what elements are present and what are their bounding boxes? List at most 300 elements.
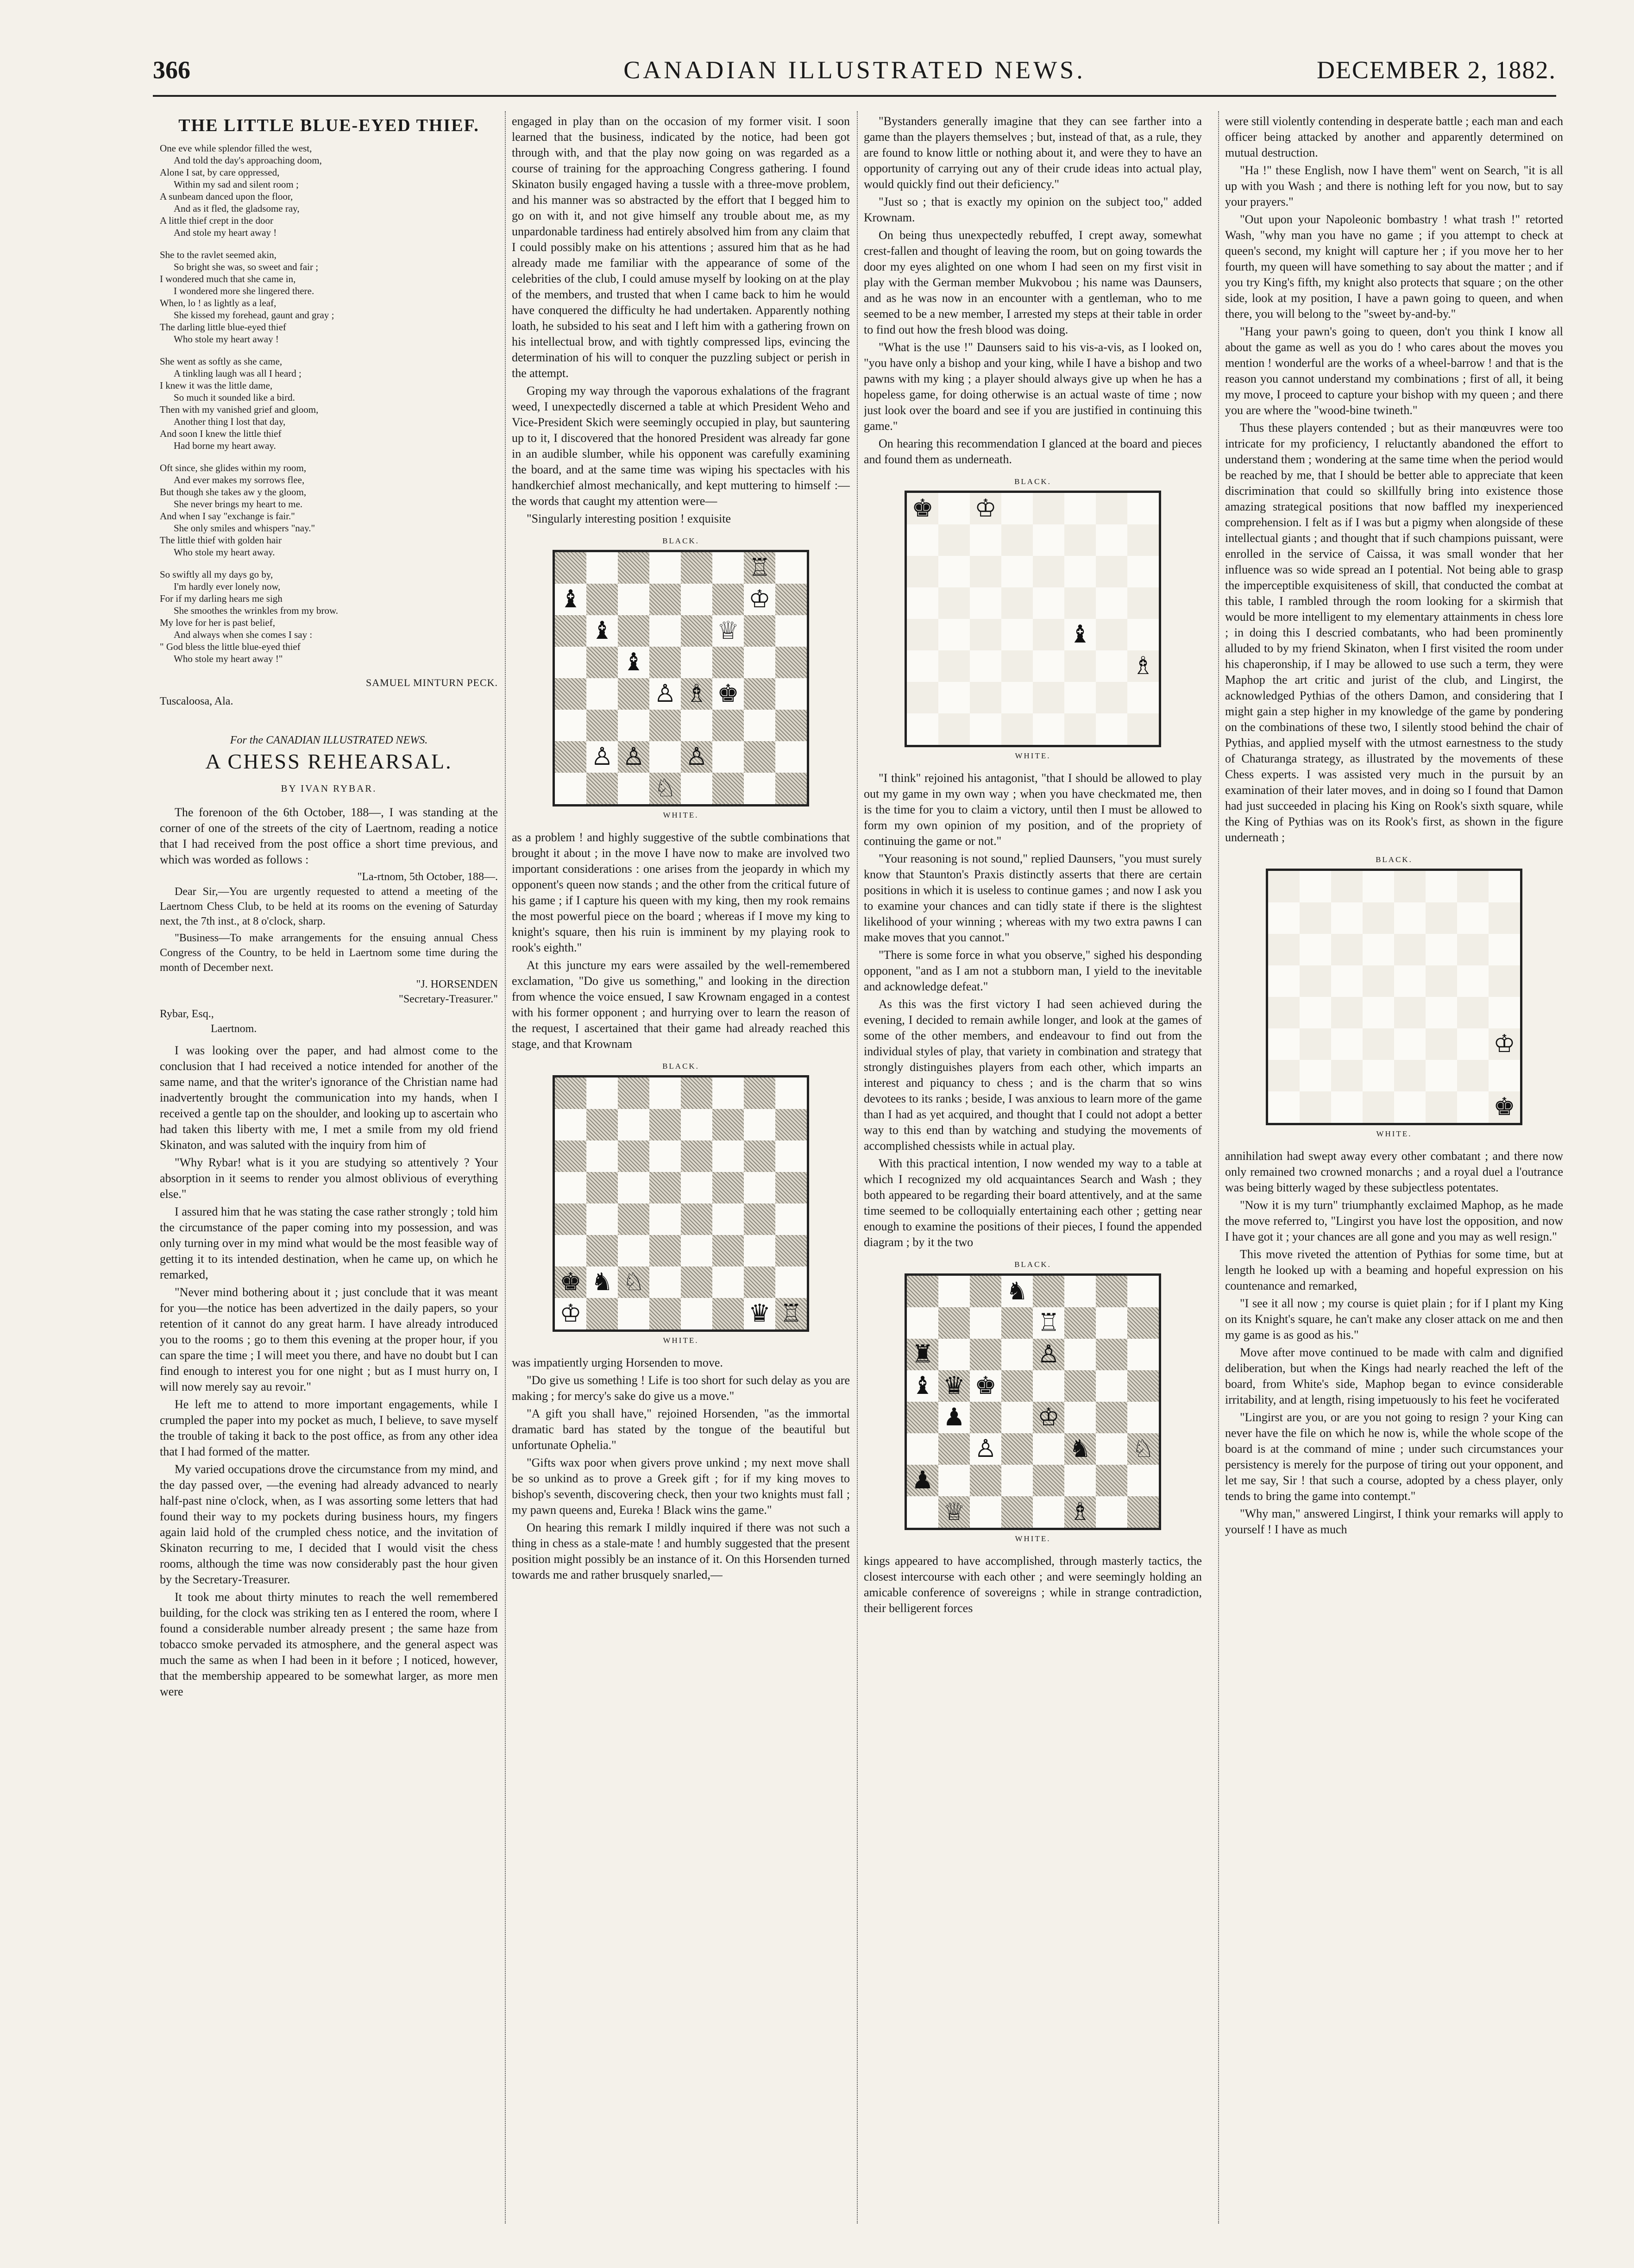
article-paragraph: as a problem ! and highly suggestive of the subtle combinations that brought it about ; in the move I have now to make are involved two important considerations : one arises from the jeopardy in which my opponent's queen now stands ; and the other from the critical future of his game ; if I capture his queen with my king, then my rook remains the most powerful piece on the board ; whereas if I move my king to knight's square, then his ruin is imminent by my playing rook to rook's eighth.": [512, 831, 850, 954]
board-square: [1001, 1402, 1033, 1433]
column-divider: [1218, 111, 1219, 2224]
board-square: [744, 584, 775, 615]
board-square: [1300, 1091, 1331, 1123]
board-square: [681, 647, 712, 678]
board-square: [649, 741, 681, 773]
board-square: [907, 713, 938, 745]
board-square: [775, 1203, 807, 1235]
board-square: [907, 556, 938, 587]
board-square: [1331, 965, 1363, 997]
chess-piece: ♜: [911, 1340, 934, 1368]
board-square: [1096, 1307, 1127, 1339]
chess-piece: ♞: [1069, 1435, 1091, 1463]
board-square: [1394, 1091, 1426, 1123]
poem-line: Within my sad and silent room ;: [174, 179, 299, 190]
board-square: [744, 1077, 775, 1109]
chess-diagram: [512, 1058, 850, 1348]
board-square: [938, 556, 970, 587]
board-square: [744, 552, 775, 584]
board-square: [744, 1298, 775, 1329]
article-paragraph: annihilation had swept away every other combatant ; and there now only remained two crowned monarchs ; and a royal duel a l'outrance was being bitterly waged by these subjectless potentates.: [1225, 1149, 1563, 1194]
board-square: [712, 1298, 744, 1329]
board-square: [618, 1109, 649, 1140]
chess-piece: ♛: [943, 1372, 965, 1400]
board-square: [970, 1433, 1001, 1465]
board-square: [1489, 871, 1520, 902]
board-square: [1064, 1496, 1096, 1528]
board-square: [618, 1266, 649, 1298]
board-square: [907, 1433, 938, 1465]
article-paragraph: Groping my way through the vaporous exhalations of the fragrant weed, I unexpectedly discerned a table at which President Weho and Vice-President Skich were seemingly occupied in play, but sauntering up to it, I discovered that the honored President was already far gone in an audible slumber, while his opponent was carefully examining the board, and at the same time was wiping his spectacles with his handkerchief almost mechanically, and kept muttering to himself :—the words that caught my attention were—: [512, 384, 850, 508]
board-square: [712, 584, 744, 615]
board-square: [1096, 556, 1127, 587]
board-square: [1001, 1307, 1033, 1339]
board-square: [1394, 1060, 1426, 1091]
board-square: [1033, 1465, 1064, 1496]
board-square: [907, 619, 938, 650]
board-square: [1127, 556, 1159, 587]
article-paragraph: "Do give us something ! Life is too short for such delay as you are making ; for mercy's sake do give us a move.": [512, 1373, 850, 1403]
board-square: [649, 773, 681, 804]
board-square: [618, 773, 649, 804]
board-square: [938, 1465, 970, 1496]
chess-piece: ♙: [622, 743, 645, 771]
board-square: [907, 1307, 938, 1339]
article-paragraph: "Lingirst are you, or are you not going to resign ? your King can never have the file on which he now is, while the whole scope of the board is at the command of mine ; under such circumstances your persistency is merely for the purpose of tiring out your opponent, and let me say, Sir ! that such a course, adopted by a chess player, only tends to bring the game into contempt.": [1225, 1411, 1563, 1503]
board-square: [1127, 1307, 1159, 1339]
board-label-white: WHITE.: [663, 811, 699, 819]
poem-stanza: [160, 568, 498, 665]
board-square: [618, 1140, 649, 1172]
board-square: [1426, 965, 1457, 997]
board-square: [1268, 965, 1300, 997]
board-square: [1033, 1276, 1064, 1307]
chess-piece: ♟: [911, 1466, 934, 1494]
board-square: [618, 1077, 649, 1109]
board-square: [775, 1140, 807, 1172]
board-square: [1363, 934, 1394, 965]
board-square: [907, 1276, 938, 1307]
board-square: [744, 741, 775, 773]
board-square: [1096, 650, 1127, 682]
board-square: [681, 1140, 712, 1172]
chess-board: [905, 491, 1161, 747]
board-square: [775, 1298, 807, 1329]
chess-board: [905, 1273, 1161, 1530]
board-square: [555, 1109, 586, 1140]
text-block: [512, 113, 850, 527]
board-square: [970, 1276, 1001, 1307]
board-square: [907, 1402, 938, 1433]
notice-signature: "J. HORSENDEN: [416, 978, 498, 990]
board-square: [1300, 965, 1331, 997]
board-label-black: BLACK.: [662, 1062, 699, 1071]
board-square: [1001, 1433, 1033, 1465]
chess-piece: ♔: [1037, 1403, 1060, 1431]
board-square: [1064, 619, 1096, 650]
notice-address: Laertnom.: [211, 1023, 257, 1035]
board-square: [586, 1235, 618, 1266]
board-square: [555, 552, 586, 584]
board-square: [649, 1298, 681, 1329]
article-paragraph: On being thus unexpectedly rebuffed, I crept away, somewhat crest-fallen and thought of leaving the room, but on going towards the door my eyes alighted on one whom I had seen on my first visit in play with the German member Mukvobou ; his name was Daunsers, and as he was now in an encounter with a gentleman, who to me seemed to be a new member, I arrested my steps at their table in order to find out how the fresh blood was doing.: [864, 228, 1202, 336]
chess-piece: ♚: [717, 680, 739, 708]
attribution-line: For the CANADIAN ILLUSTRATED NEWS.: [230, 734, 428, 746]
board-square: [1363, 997, 1394, 1028]
masthead-title: CANADIAN ILLUSTRATED NEWS.: [623, 56, 1086, 84]
board-square: [744, 710, 775, 741]
board-square: [1426, 902, 1457, 934]
board-square: [1127, 650, 1159, 682]
board-square: [775, 552, 807, 584]
poem-line: So swiftly all my days go by,: [160, 569, 273, 580]
board-square: [1033, 1496, 1064, 1528]
board-square: [1426, 871, 1457, 902]
poem-line: Who stole my heart away !: [174, 334, 279, 345]
chess-piece: ♔: [1493, 1030, 1515, 1058]
board-square: [938, 619, 970, 650]
chess-piece: ♙: [591, 743, 613, 771]
board-square: [555, 1266, 586, 1298]
board-square: [1096, 1465, 1127, 1496]
chess-piece: ♘: [1132, 1435, 1154, 1463]
board-square: [555, 1172, 586, 1203]
board-square: [681, 1203, 712, 1235]
board-square: [1064, 1465, 1096, 1496]
board-square: [712, 1140, 744, 1172]
board-square: [1064, 1402, 1096, 1433]
board-square: [1001, 493, 1033, 524]
chess-piece: ♚: [974, 1372, 997, 1400]
board-square: [970, 493, 1001, 524]
board-square: [1096, 587, 1127, 619]
notice-address: Rybar, Esq.,: [160, 1008, 214, 1020]
board-label-black: BLACK.: [662, 536, 699, 545]
board-square: [744, 1235, 775, 1266]
board-square: [618, 647, 649, 678]
text-block: [512, 1355, 850, 1583]
board-square: [775, 1172, 807, 1203]
board-square: [1001, 1276, 1033, 1307]
board-square: [618, 741, 649, 773]
board-square: [1127, 493, 1159, 524]
text-block: [864, 113, 1202, 467]
header-rule: [153, 95, 1556, 97]
board-square: [1064, 1433, 1096, 1465]
board-square: [1489, 1060, 1520, 1091]
board-square: [970, 713, 1001, 745]
board-square: [649, 615, 681, 647]
board-label-white: WHITE.: [663, 1336, 699, 1345]
board-square: [649, 1109, 681, 1140]
board-square: [712, 741, 744, 773]
column-divider: [505, 111, 506, 2224]
board-square: [1064, 493, 1096, 524]
chess-piece: ♖: [1037, 1309, 1060, 1337]
article-paragraph: "Why Rybar! what is it you are studying so attentively ? Your absorption in it seems to render you almost oblivious of everything else.": [160, 1156, 498, 1201]
poem-line: I wondered much that she came in,: [160, 273, 296, 284]
board-square: [938, 713, 970, 745]
board-square: [1096, 619, 1127, 650]
article-paragraph: "Out upon your Napoleonic bombastry ! what trash !" retorted Wash, "why man you have no game ; if you attempt to check at queen's second, my knight will capture her ; if you move her to her fourth, my queen will have something to say about the matter ; and if you try King's fifth, my knight also protects that square ; on the other side, look at my position, I have a pawn going to queen, and when there, you will belong to the "sweet by-and-by.": [1225, 213, 1563, 321]
board-square: [907, 524, 938, 556]
board-square: [938, 1496, 970, 1528]
board-square: [1127, 1339, 1159, 1370]
board-square: [1363, 1028, 1394, 1060]
board-square: [1457, 902, 1489, 934]
chess-piece: ♞: [591, 1268, 613, 1296]
board-square: [907, 682, 938, 713]
board-square: [970, 682, 1001, 713]
board-square: [775, 647, 807, 678]
board-square: [712, 647, 744, 678]
article-paragraph: "Now it is my turn" triumphantly exclaimed Maphop, as he made the move referred to, "Lingirst you have lost the opposition, and now I have got it ; your chances are all gone and you may as well resign.": [1225, 1198, 1563, 1243]
board-square: [775, 1109, 807, 1140]
board-square: [1127, 1370, 1159, 1402]
board-square: [775, 1235, 807, 1266]
board-square: [586, 1140, 618, 1172]
board-square: [775, 1266, 807, 1298]
board-square: [586, 1077, 618, 1109]
column-divider: [857, 111, 858, 2224]
poem-stanza: [160, 142, 498, 239]
poem-line: Then with my vanished grief and gloom,: [160, 404, 319, 415]
article-paragraph: Thus these players contended ; but as their manœuvres were too intricate for my proficiency, I reluctantly abandoned the effort to understand them ; wondering at the same time when the period would be reached by me, that I should be better able to appreciate that keen discrimination that could so skillfully bring into existence those amazing strategical positions that now baffled my inexperienced comprehension. I felt as if I was but a pigmy when alongside of these intellectual giants ; and thought that if such champions puissant, were enrolled in the service of Caissa, it was small wonder that her influence was so wide spread an I potential. Not being able to grasp the imperceptible exquisiteness of skill, that conducted the combat at this table, I rambled through the room looking for a skirmish that would be more intelligent to my elementary attainments in chess lore ; in doing this I descried combatants, who had been prominently alluded to by my friend Skinaton, when I first visited the room under his chaperonship, if I may be allowed to use such a term, they were Maphop the art critic and jurist of the club, and Lingirst, the acknowledged Pythias of the others Damon, and considering that I might gain a step higher in my knowledge of the game by pondering on the combinations of these two, I silently stood behind the chair of Pythias, and applied myself with the utmost earnestness to the study of Chaturanga strategy, as illustrated by the movements of these Chess experts. I was assisted very much in the pursuit by an examination of their later moves, and in doing so I found that Damon had just succeeded in placing his King on Rook's sixth square, while the King of Pythias was on its Rook's first, as shown in the figure underneath ;: [1225, 421, 1563, 844]
board-square: [1268, 934, 1300, 965]
poem-line: Another thing I lost that day,: [174, 416, 286, 427]
chess-diagram: [864, 474, 1202, 764]
board-square: [775, 1077, 807, 1109]
board-square: [1394, 934, 1426, 965]
chess-diagram: [1225, 852, 1563, 1142]
board-square: [1457, 1060, 1489, 1091]
chess-piece: ♔: [974, 494, 997, 523]
board-square: [649, 1266, 681, 1298]
board-square: [744, 1203, 775, 1235]
board-square: [744, 678, 775, 710]
board-label-black: BLACK.: [1014, 1260, 1051, 1269]
chess-piece: ♕: [943, 1498, 965, 1526]
poem-line: She to the ravlet seemed akin,: [160, 249, 277, 260]
article-paragraph: "I think" rejoined his antagonist, "that I should be allowed to play out my game in my own way ; when you have checkmated me, then is the time for you to claim a victory, until then I must be allowed to form my own opinion of my position, and of the propriety of continuing the game or not.": [864, 771, 1202, 848]
board-square: [555, 584, 586, 615]
board-square: [649, 1172, 681, 1203]
text-block: [512, 830, 850, 1052]
board-square: [1127, 1496, 1159, 1528]
board-square: [775, 678, 807, 710]
article-paragraph: engaged in play than on the occasion of my former visit. I soon learned that the business, indicated by the notice, had been got through with, and that the play now going on was regarded as a course of training for the approaching Congress gathering. I found Skinaton busily engaged having a tussle with a three-move problem, and his manner was so abstracted by the effort that I begged him to go on with it, and not give himself any trouble about me, as my unpardonable tardiness had entirely absolved him from any claim that I could possibly make on his attentions ; assured him that as he had already made me familiar with the appearance of some of the celebrities of the club, I could amuse myself by looking on at the play of the members, and trusted that when I came back to him he would have conquered the difficulty he had undertaken. Apparently nothing loath, he subsided to his seat and I left him with a gathering frown on his intellectual brow, and with tightly compressed lips, evincing the determination of his will to conquer the puzzling subject or perish in the attempt.: [512, 114, 850, 380]
board-square: [1363, 1091, 1394, 1123]
board-square: [970, 1370, 1001, 1402]
board-label-black: BLACK.: [1376, 855, 1413, 864]
chess-piece: ♗: [1132, 652, 1154, 680]
board-square: [555, 647, 586, 678]
poem-line: She kissed my forehead, gaunt and gray ;: [174, 309, 334, 321]
board-square: [1001, 1465, 1033, 1496]
poem-line: I'm hardly ever lonely now,: [174, 581, 281, 592]
poem-line: She went as softly as she came,: [160, 356, 283, 367]
board-square: [712, 1235, 744, 1266]
board-square: [649, 584, 681, 615]
poem-line: And ever makes my sorrows flee,: [174, 474, 305, 485]
board-square: [1394, 902, 1426, 934]
poem-line: And when I say "exchange is fair.": [160, 510, 295, 522]
board-square: [1033, 1433, 1064, 1465]
board-square: [586, 773, 618, 804]
board-square: [1268, 1028, 1300, 1060]
board-square: [938, 682, 970, 713]
board-square: [1001, 1496, 1033, 1528]
board-square: [938, 524, 970, 556]
board-square: [618, 552, 649, 584]
board-square: [649, 552, 681, 584]
board-square: [1033, 682, 1064, 713]
board-square: [744, 1266, 775, 1298]
board-square: [1426, 934, 1457, 965]
board-square: [1001, 619, 1033, 650]
board-square: [1426, 1091, 1457, 1123]
board-square: [1127, 713, 1159, 745]
board-square: [938, 587, 970, 619]
board-square: [1127, 1276, 1159, 1307]
board-square: [649, 1235, 681, 1266]
poem-line: I wondered more she lingered there.: [174, 285, 314, 296]
board-square: [1064, 1370, 1096, 1402]
chess-piece: ♖: [748, 554, 771, 582]
board-square: [555, 1203, 586, 1235]
board-square: [1001, 1339, 1033, 1370]
board-square: [1096, 493, 1127, 524]
article-paragraph: "Singularly interesting position ! exquisite: [527, 512, 731, 525]
board-square: [681, 710, 712, 741]
board-square: [1064, 713, 1096, 745]
poem-line: Alone I sat, by care oppressed,: [160, 167, 280, 178]
board-square: [744, 1140, 775, 1172]
article-paragraph: At this juncture my ears were assailed by the well-remembered exclamation, "Do give us something," and looking in the direction from whence the voice ensued, I saw Krownam engaged in a contest with his former opponent ; and hurrying over to learn the reason of the request, I ascertained that their game had already reached this stage, and that Krownam: [512, 958, 850, 1051]
board-square: [938, 493, 970, 524]
board-square: [970, 524, 1001, 556]
board-square: [1457, 965, 1489, 997]
column-2: [512, 113, 850, 2226]
board-square: [938, 1402, 970, 1433]
chess-piece: ♔: [748, 585, 771, 613]
board-square: [1001, 587, 1033, 619]
board-square: [1064, 650, 1096, 682]
article-title: A CHESS REHEARSAL.: [205, 750, 452, 773]
board-square: [681, 773, 712, 804]
board-square: [1331, 1028, 1363, 1060]
board-square: [775, 710, 807, 741]
article-paragraph: It took me about thirty minutes to reach the well remembered building, for the clock was striking ten as I entered the room, where I found a considerable number already present ; the same haze from tobacco smoke pervaded its atmosphere, and the general aspect was much the same as when I had been in it before ; I noticed, however, that the membership appeared to be somewhat larger, as more men were: [160, 1590, 498, 1698]
board-square: [555, 1077, 586, 1109]
board-square: [970, 619, 1001, 650]
board-square: [1331, 934, 1363, 965]
board-square: [681, 678, 712, 710]
column-1: [160, 113, 498, 2226]
board-square: [970, 1307, 1001, 1339]
chess-piece: ♚: [911, 494, 934, 523]
board-square: [555, 1140, 586, 1172]
board-square: [1300, 934, 1331, 965]
board-label-black: BLACK.: [1014, 477, 1051, 486]
chess-piece: ♙: [1037, 1340, 1060, 1368]
board-square: [586, 615, 618, 647]
poem-line: " God bless the little blue-eyed thief: [160, 641, 301, 652]
notice-paragraph: "Business—To make arrangements for the ensuing annual Chess Congress of the Country, to be held in Laertnom some time during the month of December next.: [160, 932, 498, 974]
poem-line: And always when she comes I say :: [174, 629, 313, 640]
column-3: [864, 113, 1202, 2226]
board-square: [618, 615, 649, 647]
board-square: [586, 710, 618, 741]
board-square: [1300, 871, 1331, 902]
chess-piece: ♟: [943, 1403, 965, 1431]
poem-line: My love for her is past belief,: [160, 617, 276, 628]
article-paragraph: "Never mind bothering about it ; just conclude that it was meant for you—the notice has been advertized in the daily papers, so your retention of it cannot do any great harm. I have already introduced you to the rooms ; go to them this evening at the proper hour, if you can spare the time ; I will meet you there, and have no doubt but I can find enough to interest you for one night ; but as I must hurry on, I will now merely say au revoir.": [160, 1285, 498, 1393]
poem-line: For if my darling hears me sigh: [160, 593, 283, 604]
board-square: [1033, 587, 1064, 619]
board-square: [1033, 619, 1064, 650]
board-square: [1001, 524, 1033, 556]
board-square: [1033, 1307, 1064, 1339]
board-square: [1096, 1276, 1127, 1307]
article-paragraph: With this practical intention, I now wended my way to a table at which I recognized my old acquaintances Search and Wash ; they both appeared to be regarding their board attentively, and at the same time seemed to be colloquially entertaining each other ; getting near enough to examine the positions of their pieces, I found the appended diagram ; by it the two: [864, 1157, 1202, 1249]
board-square: [1457, 934, 1489, 965]
board-square: [907, 1496, 938, 1528]
club-notice: [160, 869, 498, 1036]
board-square: [618, 710, 649, 741]
board-square: [1033, 1402, 1064, 1433]
board-square: [1096, 1433, 1127, 1465]
board-square: [744, 647, 775, 678]
poem-line: I knew it was the little dame,: [160, 380, 273, 391]
poem-stanza: [160, 462, 498, 558]
board-square: [555, 710, 586, 741]
poem-stanzas: [160, 142, 498, 665]
board-square: [907, 650, 938, 682]
board-square: [1064, 524, 1096, 556]
board-square: [1033, 650, 1064, 682]
poem-line: So much it sounded like a bird.: [174, 392, 295, 403]
board-square: [712, 615, 744, 647]
poem-line: She never brings my heart to me.: [174, 498, 303, 510]
board-square: [586, 584, 618, 615]
board-square: [1457, 871, 1489, 902]
board-square: [586, 552, 618, 584]
chess-piece: ♛: [748, 1299, 771, 1328]
chess-piece: ♘: [654, 774, 676, 802]
board-square: [970, 587, 1001, 619]
board-square: [1394, 871, 1426, 902]
board-square: [744, 615, 775, 647]
board-square: [1064, 1276, 1096, 1307]
board-square: [712, 678, 744, 710]
poem-stanza: [160, 249, 498, 345]
board-square: [1426, 997, 1457, 1028]
board-square: [1268, 902, 1300, 934]
article-paragraph: "Ha !" these English, now I have them" went on Search, "it is all up with you Wash ; and there is nothing left for you now, but to say your prayers.": [1225, 164, 1563, 208]
board-square: [1001, 556, 1033, 587]
chess-piece: ♞: [1006, 1277, 1028, 1305]
board-square: [1096, 1496, 1127, 1528]
chess-piece: ♘: [622, 1268, 645, 1296]
board-square: [1363, 871, 1394, 902]
board-square: [1331, 1060, 1363, 1091]
issue-date: DECEMBER 2, 1882.: [1316, 56, 1556, 84]
article-paragraph: He left me to attend to more important engagements, while I crumpled the paper into my pocket as much, I believe, to save myself the trouble of taking it back to the post office, as from any other idea that I had formed of the matter.: [160, 1398, 498, 1458]
board-square: [649, 1077, 681, 1109]
article-paragraph: were still violently contending in desperate battle ; each man and each officer being attacked by another and apparently determined on mutual destruction.: [1225, 114, 1563, 159]
chess-piece: ♚: [559, 1268, 582, 1296]
